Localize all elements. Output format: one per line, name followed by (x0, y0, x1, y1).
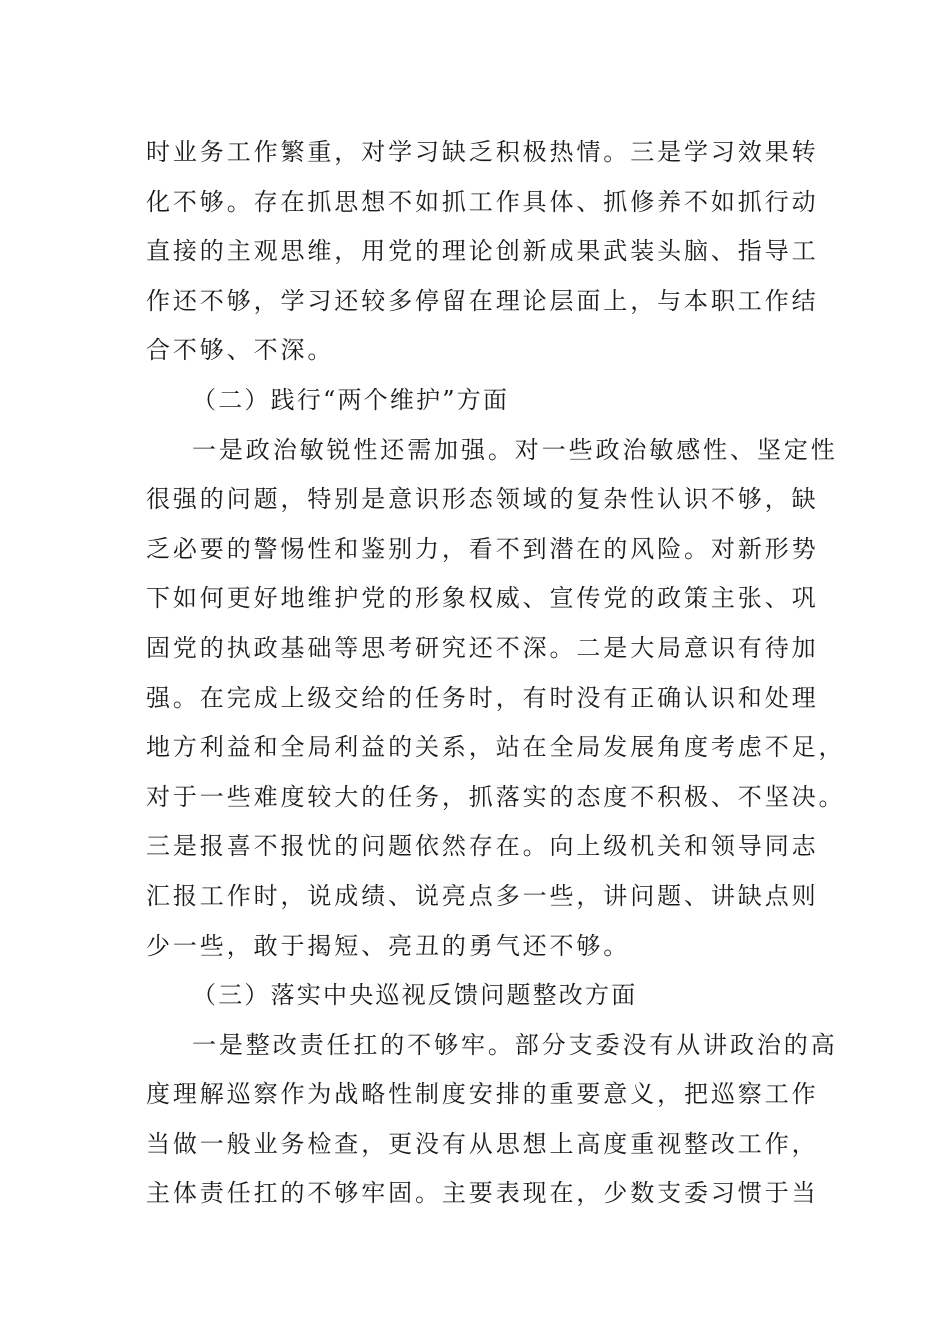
text-line: 时业务工作繁重，对学习缺乏积极热情。三是学习效果转 (146, 138, 819, 166)
text-line: 固党的执政基础等思考研究还不深。二是大局意识有待加 (146, 633, 819, 662)
text-line: 合不够、不深。 (146, 336, 335, 365)
text-line: 三是报喜不报忧的问题依然存在。向上级机关和领导同志 (146, 832, 819, 861)
text-line: 地方利益和全局利益的关系，站在全局发展角度考虑不足， (146, 733, 846, 762)
text-line: 对于一些难度较大的任务，抓落实的态度不积极、不坚决。 (146, 782, 846, 811)
text-line: 化不够。存在抓思想不如抓工作具体、抓修养不如抓行动 (146, 187, 819, 216)
text-line: 一是整改责任扛的不够牢。部分支委没有从讲政治的高 (192, 1030, 838, 1059)
text-line: 一是政治敏锐性还需加强。对一些政治敏感性、坚定性 (192, 435, 838, 464)
text-line: 乏必要的警惕性和鉴别力，看不到潜在的风险。对新形势 (146, 534, 819, 563)
text-line: 强。在完成上级交给的任务时，有时没有正确认识和处理 (146, 683, 819, 712)
section-heading: （二）践行“两个维护”方面 (192, 385, 510, 414)
document-body (146, 128, 846, 1219)
text-line: 主体责任扛的不够牢固。主要表现在，少数支委习惯于当 (146, 1179, 819, 1208)
text-line: 少一些，敢于揭短、亮丑的勇气还不够。 (146, 931, 631, 960)
text-line: 很强的问题，特别是意识形态领域的复杂性认识不够，缺 (146, 485, 819, 514)
section-heading: （三）落实中央巡视反馈问题整改方面 (192, 981, 638, 1010)
text-line: 下如何更好地维护党的形象权威、宣传党的政策主张、巩 (146, 584, 819, 613)
text-line: 作还不够，学习还较多停留在理论层面上，与本职工作结 (146, 286, 819, 315)
text-line: 汇报工作时，说成绩、说亮点多一些，讲问题、讲缺点则 (146, 881, 819, 910)
text-line: 当做一般业务检查，更没有从思想上高度重视整改工作， (146, 1129, 819, 1158)
text-line: 度理解巡察作为战略性制度安排的重要意义，把巡察工作 (146, 1080, 819, 1109)
text-line: 直接的主观思维，用党的理论创新成果武装头脑、指导工 (146, 237, 819, 266)
